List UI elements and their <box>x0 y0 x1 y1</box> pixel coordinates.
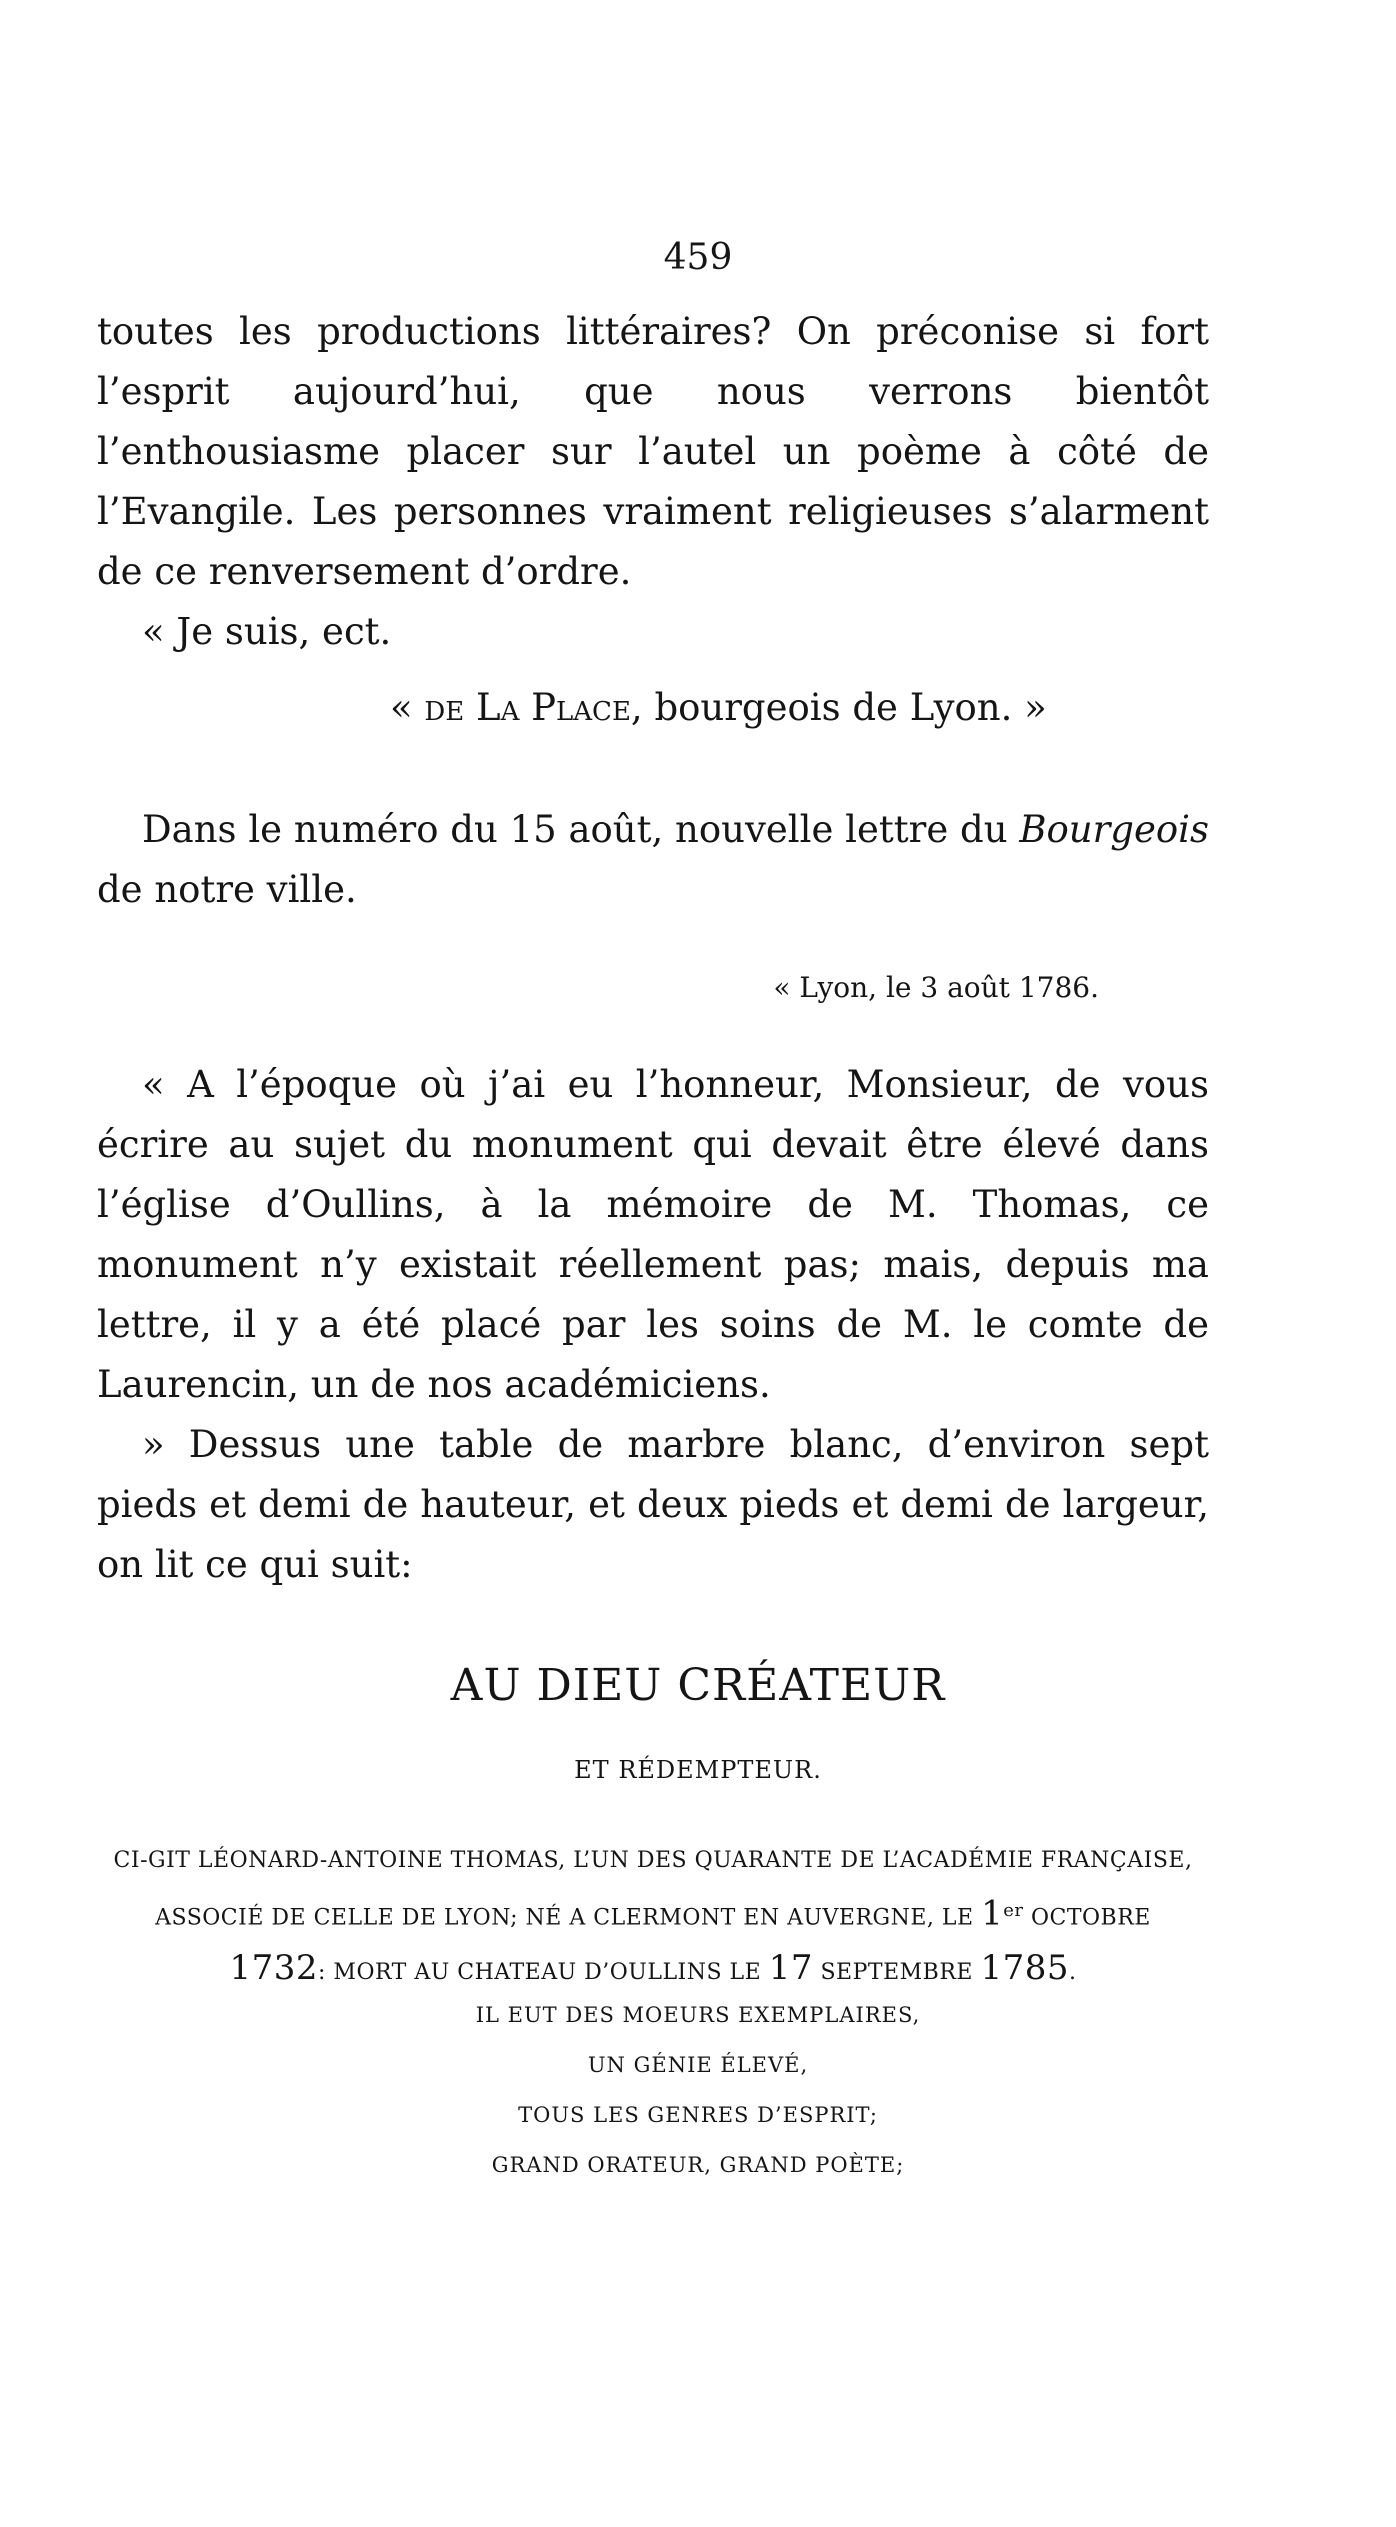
epitaph-virtue-line: IL EUT DES MOEURS EXEMPLAIRES, <box>475 2003 921 2027</box>
intro-italic-word: Bourgeois <box>1019 808 1209 851</box>
epitaph-birth-day-sup: er <box>1003 1900 1024 1921</box>
epitaph-subtitle: ET RÉDEMPTEUR. <box>574 1756 822 1784</box>
signature-name: La Place <box>476 686 631 729</box>
epitaph-birth-day: 1 <box>981 1893 1004 1934</box>
epitaph-virtues <box>0 1990 1396 2190</box>
epitaph-virtue-line: UN GÉNIE ÉLEVÉ, <box>587 2053 809 2077</box>
epitaph-death-year: 1785 <box>980 1948 1069 1989</box>
letter-closing: « Je suis, ect. <box>142 610 392 653</box>
epitaph-title: AU DIEU CRÉATEUR <box>450 1660 946 1711</box>
epitaph-line-2: OCTOBRE <box>1023 1905 1151 1931</box>
letter-dateline: « Lyon, le 3 août 1786. <box>773 971 1099 1004</box>
signature-line <box>390 678 1047 738</box>
epitaph-virtue-line: GRAND ORATEUR, GRAND POÈTE; <box>491 2153 905 2177</box>
letter-body <box>97 1055 1209 1595</box>
paragraph-continuation <box>97 302 1209 662</box>
epitaph-line-3: : MORT AU CHATEAU D’OULLINS LE <box>318 1960 769 1986</box>
letter-paragraph-1: « A l’époque où j’ai eu l’honneur, Monsieur, de vous écrire au sujet du monument qui devait être élevé dans l’église d’Oullins, à la mémoire de M. Thomas, ce monument n’y existait réellement pas; mais, depuis ma lettre, il y a été placé par les soins de M. le comte de Laurencin, un de nos académiciens. <box>97 1063 1209 1406</box>
signature-particle: de <box>424 686 465 729</box>
epitaph-line-4: SEPTEMBRE <box>812 1960 981 1986</box>
epitaph-death-day: 17 <box>768 1948 813 1989</box>
paragraph-text: toutes les productions littéraires? On préconise si fort l’esprit aujourd’hui, que nous verrons bientôt l’enthousiasme placer sur l’autel un poème à côté de l’Evangile. Les personnes vraiment religieuses s’alarment de ce renversement d’ordre. <box>97 310 1209 593</box>
epitaph-line-1: CI-GIT LÉONARD-ANTOINE THOMAS, L’UN DES QUARANTE DE L’ACADÉMIE FRANÇAISE, ASSOCIÉ DE CELLE DE LYON; NÉ A CLERMONT EN AUVERGNE, LE <box>113 1848 1193 1931</box>
intro-text-start: Dans le numéro du 15 août, nouvelle lettre du <box>142 808 1020 851</box>
epitaph-inscription <box>97 1836 1209 1998</box>
page-number: 459 <box>663 237 733 278</box>
epitaph-virtue-line: TOUS LES GENRES D’ESPRIT; <box>518 2103 878 2127</box>
paragraph-new-letter <box>97 800 1209 920</box>
signature-rest: , bourgeois de Lyon. » <box>630 686 1047 729</box>
paragraph-intro <box>97 800 1209 920</box>
letter-paragraph-2: » Dessus une table de marbre blanc, d’environ sept pieds et demi de hauteur, et deux pieds et demi de largeur, on lit ce qui suit: <box>97 1423 1209 1586</box>
epitaph-line-5: . <box>1069 1960 1077 1986</box>
epitaph-birth-year: 1732 <box>229 1948 319 1989</box>
signature-open-quote: « <box>390 686 425 729</box>
intro-text-end: de notre ville. <box>97 868 357 911</box>
